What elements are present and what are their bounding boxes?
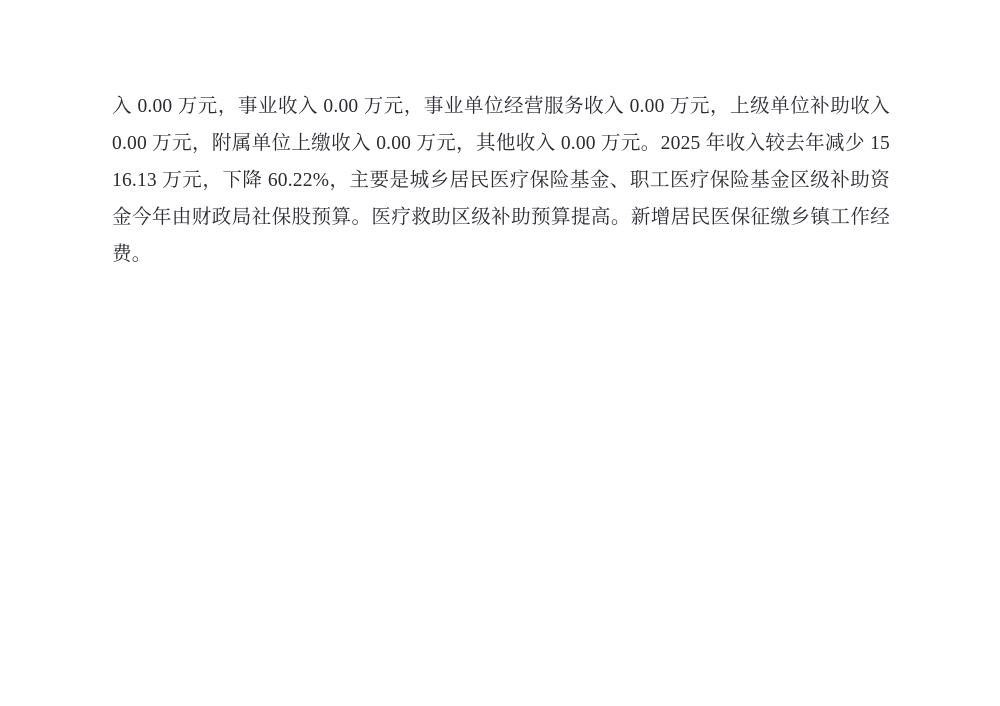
document-body xyxy=(112,88,896,273)
body-paragraph: 入 0.00 万元，事业收入 0.00 万元，事业单位经营服务收入 0.00 万元，上级单位补助收入 0.00 万元，附属单位上缴收入 0.00 万元，其他收入 0.00 万元。2025 年收入较去年减少 1516.13 万元，下降 60.22%，主要是城乡居民医疗保险基金、职工医疗保险基金区级补助资金今年由财政局社保股预算。医疗救助区级补助预算提高。新增居民医保征缴乡镇工作经费。 xyxy=(112,96,896,265)
